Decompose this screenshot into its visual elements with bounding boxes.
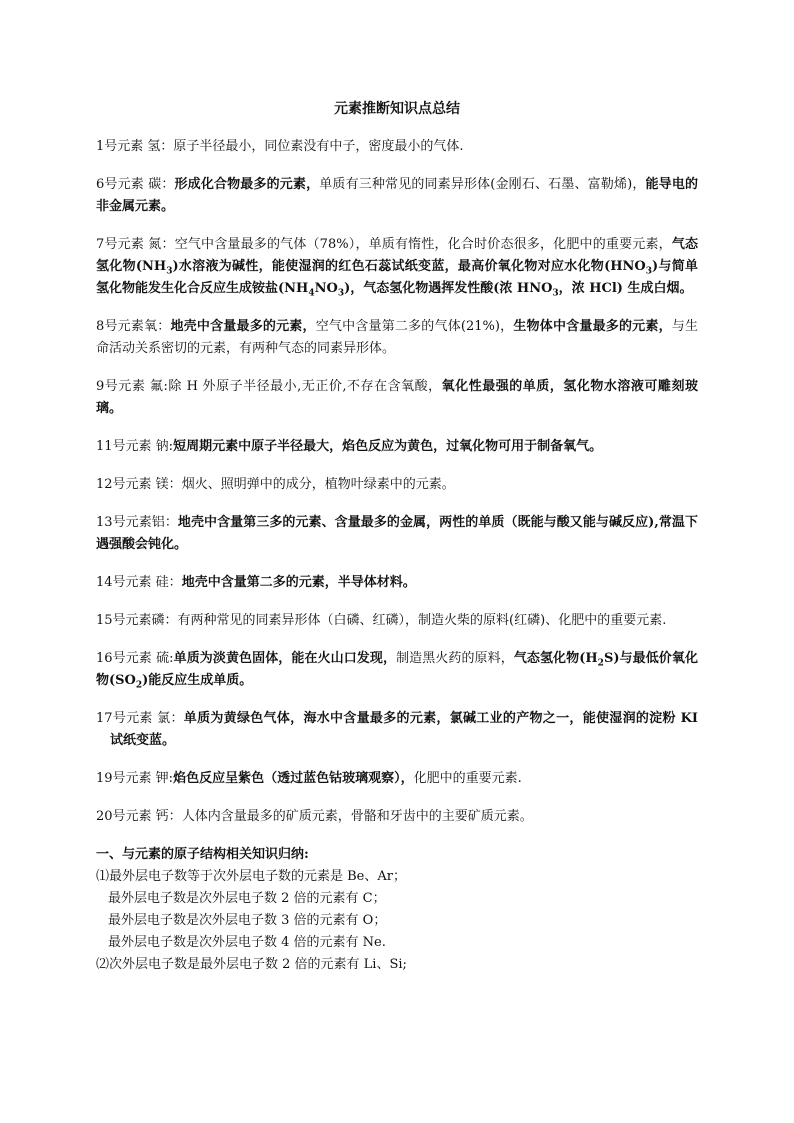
- element-text: 除 H 外原子半径最小,无正价,不存在含氧酸，: [167, 379, 442, 394]
- formula-part: )，气态氢化物遇挥发性酸(浓 HNO: [344, 281, 553, 296]
- element-bold-text: 地壳中含量第三多的元素、含量最多的金属，两性的单质（既能与酸又能与碱反应),常温下遇强酸会钝化。: [96, 515, 698, 552]
- subscript: 3: [645, 266, 652, 277]
- element-label: 19号元素 钾:: [96, 771, 174, 786]
- element-text: 原子半径最小，同位素没有中子，密度最小的气体.: [173, 139, 464, 154]
- formula-part: )与简单氢化物能发生化合反应生成铵盐(NH: [96, 259, 698, 296]
- list-line: 最外层电子数是次外层电子数 2 倍的元素有 C；: [108, 891, 386, 906]
- subscript: 3: [552, 288, 559, 299]
- paragraph-element-15: [96, 610, 698, 632]
- element-text: 单质有三种常见的同素异形体(金刚石、石墨、富勒烯)，: [319, 177, 646, 192]
- element-text: 与生命活动关系密切的元素，有两种气态的同素异形体。: [96, 319, 698, 356]
- element-bold-text: 地壳中含量最多的元素，: [170, 319, 316, 334]
- paragraph-element-13: [96, 512, 698, 556]
- element-text: 制造黑火药的原料，: [396, 651, 514, 666]
- element-label: 15号元素磷：: [96, 613, 178, 628]
- element-bold-text: 能导电的非金属元素。: [96, 177, 698, 214]
- formula-part: )能反应生成单质。: [142, 673, 253, 688]
- paragraph-element-11: [96, 436, 698, 458]
- formula-part: )水溶液为碱性，能使湿润的红色石蕊试纸变蓝，最高价氧化物对应水化物(HNO: [172, 259, 646, 274]
- element-text: 人体内含量最多的矿质元素，骨骼和牙齿中的主要矿质元素。: [181, 809, 533, 824]
- paragraph-element-14: [96, 572, 698, 594]
- list-line: ⑴最外层电子数等于次外层电子数的元素是 Be、Ar；: [96, 869, 406, 884]
- paragraph-element-8: [96, 316, 698, 360]
- page-title: 元素推断知识点总结: [334, 101, 460, 117]
- element-label: 20号元素 钙：: [96, 809, 182, 824]
- formula-part: ，浓 HCl) 生成白烟。: [558, 281, 693, 296]
- paragraph-element-1: [96, 136, 698, 158]
- element-text: 有两种常见的同素异形体（白磷、红磷），制造火柴的原料(红磷)、化肥中的重要元素.: [177, 613, 667, 628]
- paragraph-element-17: [96, 708, 698, 752]
- paragraph-element-7: [96, 234, 698, 300]
- paragraph-element-16: [96, 648, 698, 692]
- subscript: 4: [308, 288, 315, 299]
- element-text: 空气中含量最多的气体（78%），单质有惰性，化合时价态很多，化肥中的重要元素，: [174, 237, 672, 252]
- paragraph-element-19: [96, 768, 698, 790]
- element-label: 13号元素铝：: [96, 515, 178, 530]
- element-label: 12号元素 镁：: [96, 477, 182, 492]
- paragraph-element-9: [96, 376, 698, 420]
- section-atomic-structure: [96, 844, 698, 976]
- element-bold-text: 短周期元素中原子半径最大，焰色反应为黄色，过氧化物可用于制备氧气。: [173, 439, 603, 454]
- element-label: 6号元素 碳：: [96, 177, 175, 192]
- element-bold-text: 单质为淡黄色固体，能在火山口发现，: [173, 651, 397, 666]
- section-title: 一、与元素的原子结构相关知识归纳:: [96, 847, 309, 862]
- element-label: 1号元素 氢：: [96, 139, 174, 154]
- formula-part: 气态氢化物(NH: [96, 237, 698, 274]
- element-label: 17号元素 氯：: [96, 711, 184, 726]
- formula-part: S)与最低价氧化物(SO: [96, 651, 698, 688]
- element-label: 7号元素 氮：: [96, 237, 175, 252]
- paragraph-element-12: [96, 474, 698, 496]
- element-bold-text: 焰色反应呈紫色（透过蓝色钴玻璃观察），: [173, 771, 414, 786]
- element-bold-text: 形成化合物最多的元素，: [174, 177, 320, 192]
- formula-part: 气态氢化物(H: [513, 651, 598, 666]
- element-text: 空气中含量第二多的气体(21%)，: [315, 319, 514, 334]
- element-label: 9号元素 氟:: [96, 379, 168, 394]
- subscript: 2: [597, 658, 604, 669]
- list-line: ⑵次外层电子数是最外层电子数 2 倍的元素有 Li、Si;: [96, 957, 407, 972]
- paragraph-element-6: [96, 174, 698, 218]
- element-label: 14号元素 硅：: [96, 575, 182, 590]
- element-text: 化肥中的重要元素.: [413, 771, 522, 786]
- element-label: 16号元素 硫:: [96, 651, 174, 666]
- subscript: 3: [166, 266, 173, 277]
- subscript: 2: [135, 680, 143, 691]
- list-line: 最外层电子数是次外层电子数 3 倍的元素有 O；: [108, 913, 387, 928]
- element-label: 11号元素 钠:: [96, 439, 174, 454]
- subscript: 3: [337, 288, 345, 299]
- element-text: 烟火、照明弹中的成分，植物叶绿素中的元素。: [181, 477, 455, 492]
- element-label: 8号元素氧：: [96, 319, 171, 334]
- list-line: 最外层电子数是次外层电子数 4 倍的元素有 Ne.: [108, 935, 386, 950]
- element-bold-text: 氧化性最强的单质，氢化物水溶液可雕刻玻璃。: [96, 379, 698, 416]
- paragraph-element-20: [96, 806, 698, 828]
- element-bold-text: 生物体中含量最多的元素，: [513, 319, 672, 334]
- formula-part: NO: [314, 281, 338, 296]
- element-bold-text: 单质为黄绿色气体，海水中含量最多的元素，氯碱工业的产物之一，能使湿润的淀粉 KI 试纸变蓝。: [110, 711, 698, 748]
- element-bold-text: 地壳中含量第二多的元素，半导体材料。: [181, 575, 416, 590]
